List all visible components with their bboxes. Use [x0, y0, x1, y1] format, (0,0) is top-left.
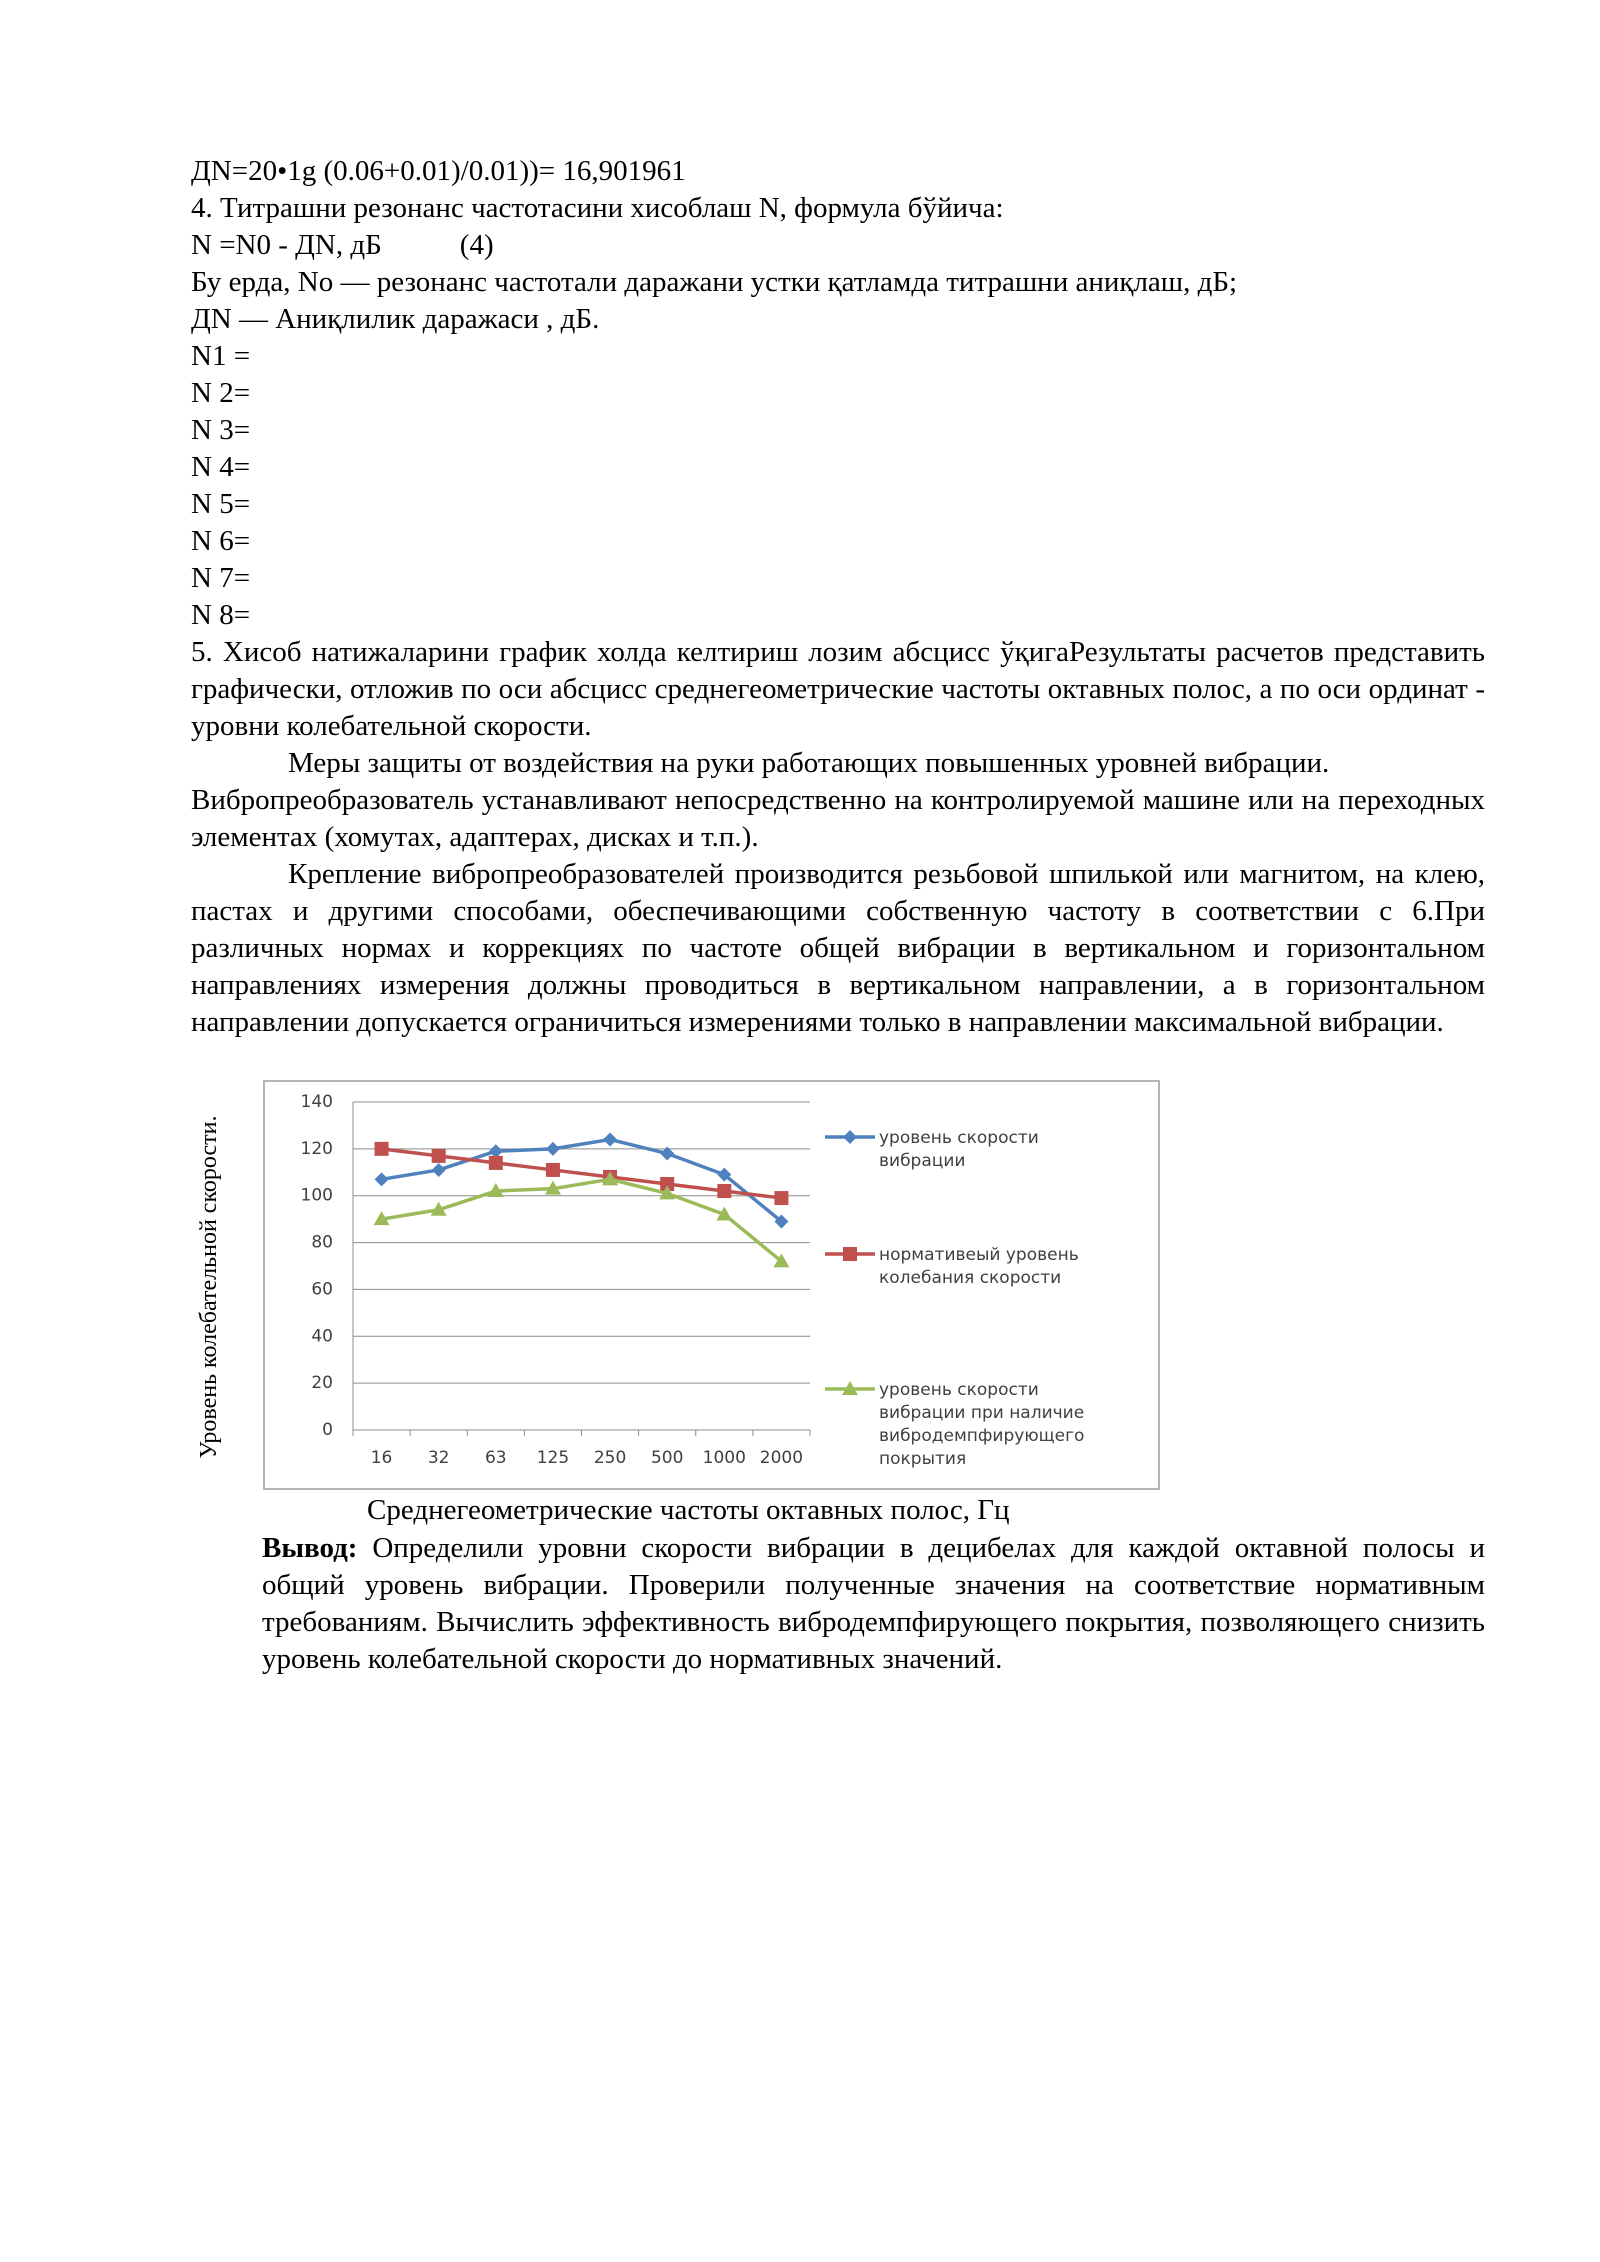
conclusion-paragraph [262, 1530, 1485, 1678]
legend-label-2-line-2: колебания скорости [879, 1268, 1062, 1288]
data-point-s1-16 [375, 1172, 389, 1186]
formula-dn: ДN=20•1g (0.06+0.01)/0.01))= 16,901961 [191, 155, 686, 187]
legend-label-3-line-2: вибрации при наличие [879, 1403, 1085, 1423]
x-tick-label-1000: 1000 [702, 1448, 746, 1468]
legend-label-1-line-1: уровень скорости [879, 1128, 1039, 1148]
conclusion-label: Вывод: [262, 1532, 358, 1564]
y-tick-label-40: 40 [311, 1326, 333, 1347]
data-point-s1-125 [546, 1142, 560, 1156]
x-tick-label-125: 125 [536, 1448, 570, 1468]
formula-n-number: (4) [459, 229, 494, 261]
formula-n-expression: N =N0 - ДN, дБ [191, 229, 382, 261]
y-tick-label-120: 120 [300, 1138, 333, 1159]
legend-label-1-line-2: вибрации [879, 1151, 966, 1171]
x-tick-label-250: 250 [593, 1448, 627, 1468]
result-n2: N 2= [191, 377, 251, 409]
legend-marker-2 [843, 1247, 857, 1261]
x-tick-label-63: 63 [484, 1448, 507, 1468]
data-point-s2-63 [489, 1156, 503, 1170]
y-tick-label-80: 80 [311, 1232, 333, 1253]
x-tick-label-32: 32 [427, 1448, 450, 1468]
legend-label-3-line-3: вибродемпфирующего [879, 1426, 1085, 1446]
legend-label-2-line-1: нормативеый уровень [879, 1245, 1079, 1265]
data-point-s2-16 [375, 1142, 389, 1156]
y-tick-label-100: 100 [300, 1185, 333, 1206]
data-point-s2-32 [432, 1149, 446, 1163]
step-4-heading: 4. Титрашни резонанс частотасини хисоблаш N, формула бўйича: [191, 192, 1004, 224]
data-point-s1-32 [432, 1163, 446, 1177]
result-n4: N 4= [191, 451, 251, 483]
y-tick-label-0: 0 [322, 1420, 333, 1440]
x-tick-label-2000: 2000 [759, 1448, 804, 1468]
legend-label-3-line-4: покрытия [879, 1449, 967, 1469]
y-tick-label-140: 140 [300, 1092, 333, 1112]
result-n3: N 3= [191, 414, 251, 446]
data-point-s1-250 [603, 1132, 617, 1146]
chart-y-axis-label-wrap [189, 1092, 229, 1482]
result-n8: N 8= [191, 599, 251, 631]
chart-x-axis-caption: Среднегеометрические частоты октавных полос, Гц [367, 1494, 1010, 1526]
result-n6: N 6= [191, 525, 251, 557]
chart-frame [263, 1080, 1160, 1490]
chart-y-axis-label: Уровень колебательной скорости. [196, 1115, 222, 1459]
conclusion-text: Определили уровни скорости вибрации в децибелах для каждой октавной полосы и общий уровень вибрации. Проверили полученные значения на соответствие нормативным требованиям. Вычислить эффективность вибродемпфирующего покрытия, позволяющего снизить уровень колебательной скорости до нормативных значений. [262, 1532, 1485, 1675]
legend-label-3-line-1: уровень скорости [879, 1380, 1039, 1400]
mounting-paragraph: Крепление вибропреобразователей производится резьбовой шпилькой или магнитом, на клею, пастах и другими способами, обеспечивающими собственную частоту в соответствии с 6.При различных нормах и коррекциях по частоте общей вибрации в вертикальном и горизонтальном направлениях измерения должны проводиться в вертикальном направлении, а в горизонтальном направлении допускается ограничиться измерениями только в направлении максимальной вибрации. [191, 858, 1485, 1038]
x-tick-label-500: 500 [650, 1448, 684, 1468]
line-chart [265, 1082, 1158, 1488]
legend-marker-1 [843, 1130, 857, 1144]
result-n7: N 7= [191, 562, 251, 594]
formula-n [191, 227, 494, 264]
y-tick-label-20: 20 [311, 1373, 333, 1394]
result-n1: N1 = [191, 340, 251, 372]
data-point-s2-125 [546, 1163, 560, 1177]
measures-heading: Меры защиты от воздействия на руки работающих повышенных уровней вибрации. [288, 747, 1330, 779]
data-point-s2-1000 [717, 1184, 731, 1198]
step-5-paragraph: 5. Хисоб натижаларини график холда келтириш лозим абсцисс ўқигаРезультаты расчетов представить графически, отложив по оси абсцисс среднегеометрические частоты октавных полос, а по оси ординат - уровни колебательной скорости. [191, 636, 1485, 742]
definition-dn: ДN — Аниқлилик даражаси , дБ. [191, 303, 600, 335]
transducer-paragraph: Вибропреобразователь устанавливают непосредственно на контролируемой машине или на переходных элементах (хомутах, адаптерах, дисках и т.п.). [191, 784, 1485, 853]
x-tick-label-16: 16 [370, 1448, 393, 1468]
definition-no: Бу ерда, No — резонанс частотали даражани устки қатламда титрашни аниқлаш, дБ; [191, 266, 1238, 298]
data-point-s2-2000 [774, 1191, 788, 1205]
result-n5: N 5= [191, 488, 251, 520]
y-tick-label-60: 60 [311, 1279, 333, 1300]
